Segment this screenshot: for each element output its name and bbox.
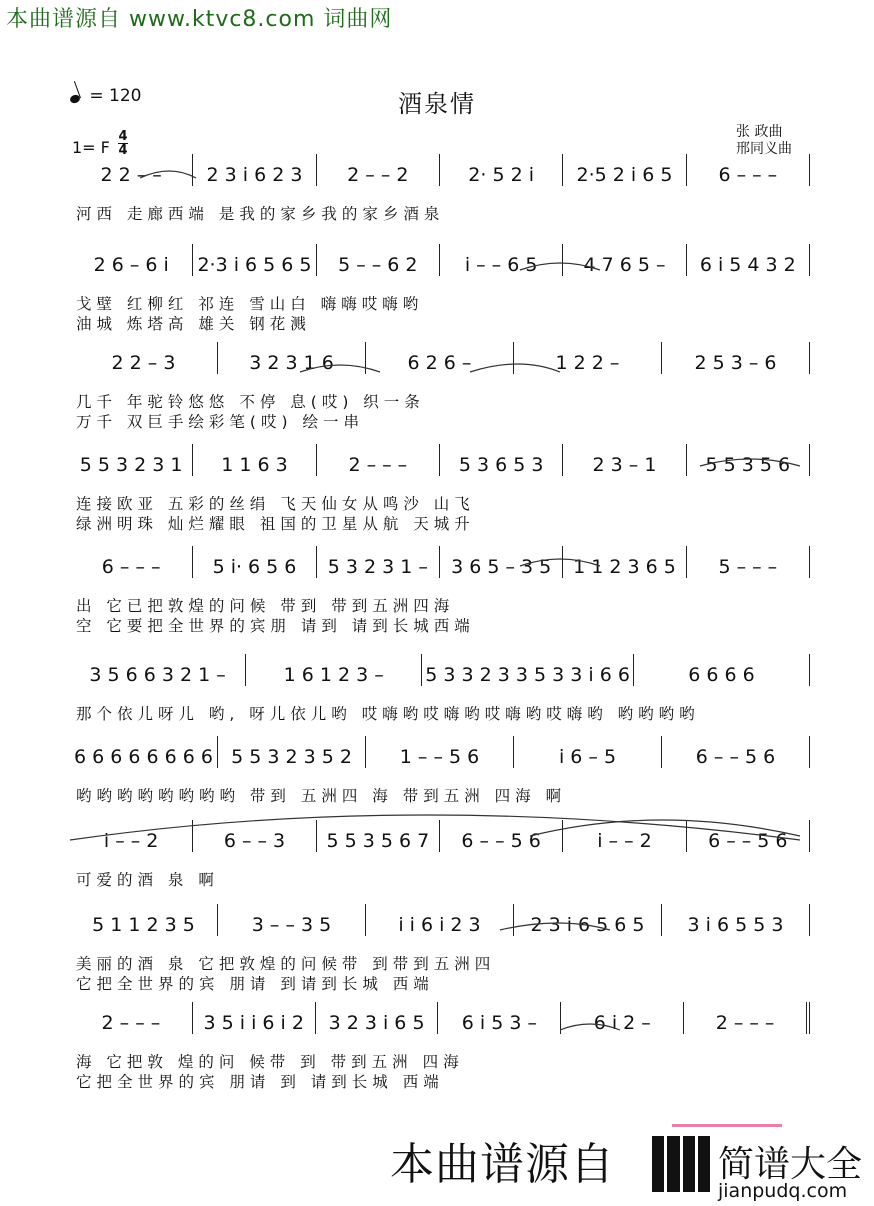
notation-row	[70, 444, 810, 476]
measure: 4 7 6 5 –	[563, 244, 686, 276]
measure: 6 – – 5 6	[662, 736, 810, 768]
lyric-line: 连接欧亚 五彩的丝绢 飞天仙女从鸣沙 山飞	[76, 495, 475, 513]
measure: 5 5 3 2 3 1	[70, 444, 193, 476]
key-signature: 1= F	[72, 138, 110, 157]
lyric-line: 它把全世界的宾 朋请 到请到长城 西端	[76, 975, 434, 993]
song-title: 酒泉情	[398, 90, 476, 118]
measure: 5 5 3 5 6 7	[317, 820, 440, 852]
measure: 1 1 2 3 6 5	[563, 546, 686, 578]
measure: 2 5 3 – 6	[662, 342, 810, 374]
time-bottom: 4	[118, 143, 128, 158]
measure: 3 2 3 i 6 5	[316, 1002, 439, 1034]
notation-row	[70, 546, 810, 578]
measure: i – – 2	[563, 820, 686, 852]
measure: 3 i 6 5 5 3	[662, 904, 810, 936]
measure: 5 3 6 5 3	[440, 444, 563, 476]
measure: 2 3 i 6 5 6 5	[514, 904, 662, 936]
measure: 6 i 2 –	[561, 1002, 684, 1034]
notation-row	[70, 904, 810, 936]
notation-row	[70, 654, 810, 686]
lyric-line: 美丽的酒 泉 它把敦煌的问候带 到带到五洲四	[76, 955, 496, 973]
credit-line-2: 邢同义曲	[736, 141, 792, 157]
measure: 1 1 6 3	[193, 444, 316, 476]
measure: 5 – – 6 2	[317, 244, 440, 276]
measure: i – – 6 5	[440, 244, 563, 276]
lyric-line: 海 它把敦 煌的问 候带 到 带到五洲 四海	[76, 1053, 464, 1071]
footer-url: jianpudq.com	[718, 1180, 848, 1202]
source-header: 本曲谱源自 www.ktvc8.com 词曲网	[6, 7, 393, 32]
measure: i i 6 i 2 3	[366, 904, 514, 936]
footer-brand: 简谱大全	[718, 1144, 863, 1185]
notation-row	[70, 154, 810, 186]
measure: 2·5 2 i 6 5	[563, 154, 686, 186]
lyric-line: 它把全世界的宾 朋请 到 请到长城 西端	[76, 1073, 444, 1091]
measure: 2 – – –	[684, 1002, 810, 1034]
measure: 2 2 – –	[70, 154, 193, 186]
measure: 3 5 6 6 3 2 1 –	[70, 654, 246, 686]
lyric-line: 戈壁 红柳红 祁连 雪山白 嗨嗨哎嗨哟	[76, 295, 424, 313]
time-top: 4	[118, 129, 128, 144]
measure: 1 2 2 –	[514, 342, 662, 374]
measure: 1 – – 5 6	[366, 736, 514, 768]
time-signature	[118, 130, 128, 157]
measure: 5 3 3 2 3 3 5 3 3 i 6 6	[422, 654, 634, 686]
lyric-line: 万千 双巨手绘彩笔(哎) 绘一串	[76, 413, 364, 431]
measure: 2 – – 2	[317, 154, 440, 186]
measure: 6 i 5 3 –	[438, 1002, 561, 1034]
footer-source: 本曲谱源自	[390, 1139, 615, 1190]
notation-row	[70, 342, 810, 374]
measure: 6 i 5 4 3 2	[687, 244, 810, 276]
measure: 5 i· 6 5 6	[193, 546, 316, 578]
measure: 6 – – 5 6	[440, 820, 563, 852]
measure: 5 5 3 5 6	[687, 444, 810, 476]
measure: 5 1 1 2 3 5	[70, 904, 218, 936]
measure: 6 – – –	[70, 546, 193, 578]
measure: 3 2 3 1 6	[218, 342, 366, 374]
measure: 6 – – 3	[193, 820, 316, 852]
measure: 2 6 – 6 i	[70, 244, 193, 276]
lyric-line: 河西 走廊西端 是我的家乡我的家乡酒泉	[76, 205, 445, 223]
measure: 2· 5 2 i	[440, 154, 563, 186]
measure: 2 – – –	[317, 444, 440, 476]
measure: 5 3 2 3 1 –	[317, 546, 440, 578]
measure: 6 6 6 6	[634, 654, 810, 686]
tempo-value: = 120	[89, 86, 142, 106]
measure: 1 6 1 2 3 –	[246, 654, 422, 686]
measure: 2 – – –	[70, 1002, 193, 1034]
measure: i – – 2	[70, 820, 193, 852]
decor-line	[672, 1124, 782, 1127]
measure: 5 – – –	[687, 546, 810, 578]
notation-row	[70, 736, 810, 768]
lyric-line: 几千 年驼铃悠悠 不停 息(哎) 织一条	[76, 393, 425, 411]
measure: 2 3 – 1	[563, 444, 686, 476]
credit-line-1: 张 政曲	[736, 124, 783, 140]
lyric-line: 哟哟哟哟哟哟哟哟 带到 五洲四 海 带到五洲 四海 啊	[76, 787, 567, 805]
measure: 2 3 i 6 2 3	[193, 154, 316, 186]
lyric-line: 空 它要把全世界的宾朋 请到 请到长城西端	[76, 617, 475, 635]
measure: 6 6 6 6 6 6 6 6	[70, 736, 218, 768]
measure: 3 – – 3 5	[218, 904, 366, 936]
measure: 6 – – –	[687, 154, 810, 186]
lyric-line: 那个依儿呀儿 哟, 呀儿依儿哟 哎嗨哟哎嗨哟哎嗨哟哎嗨哟 哟哟哟哟	[76, 705, 700, 723]
measure: 6 – – 5 6	[687, 820, 810, 852]
measure: i 6 – 5	[514, 736, 662, 768]
lyric-line: 绿洲明珠 灿烂耀眼 祖国的卫星从航 天城升	[76, 515, 475, 533]
lyric-line: 出 它已把敦煌的问候 带到 带到五洲四海	[76, 597, 455, 615]
measure: 2 2 – 3	[70, 342, 218, 374]
notation-row	[70, 244, 810, 276]
measure: 3 6 5 – 3 5	[440, 546, 563, 578]
credits	[736, 124, 792, 158]
notation-row	[70, 820, 810, 852]
lyric-line: 可爱的酒 泉 啊	[76, 871, 219, 889]
measure: 3 5 i i 6 i 2	[193, 1002, 316, 1034]
measure: 5 5 3 2 3 5 2	[218, 736, 366, 768]
measure: 2·3 i 6 5 6 5	[193, 244, 316, 276]
piano-logo-icon	[652, 1136, 710, 1192]
measure: 6 2 6 –	[366, 342, 514, 374]
notation-row	[70, 1002, 810, 1034]
lyric-line: 油城 炼塔高 雄关 钢花溅	[76, 315, 311, 333]
